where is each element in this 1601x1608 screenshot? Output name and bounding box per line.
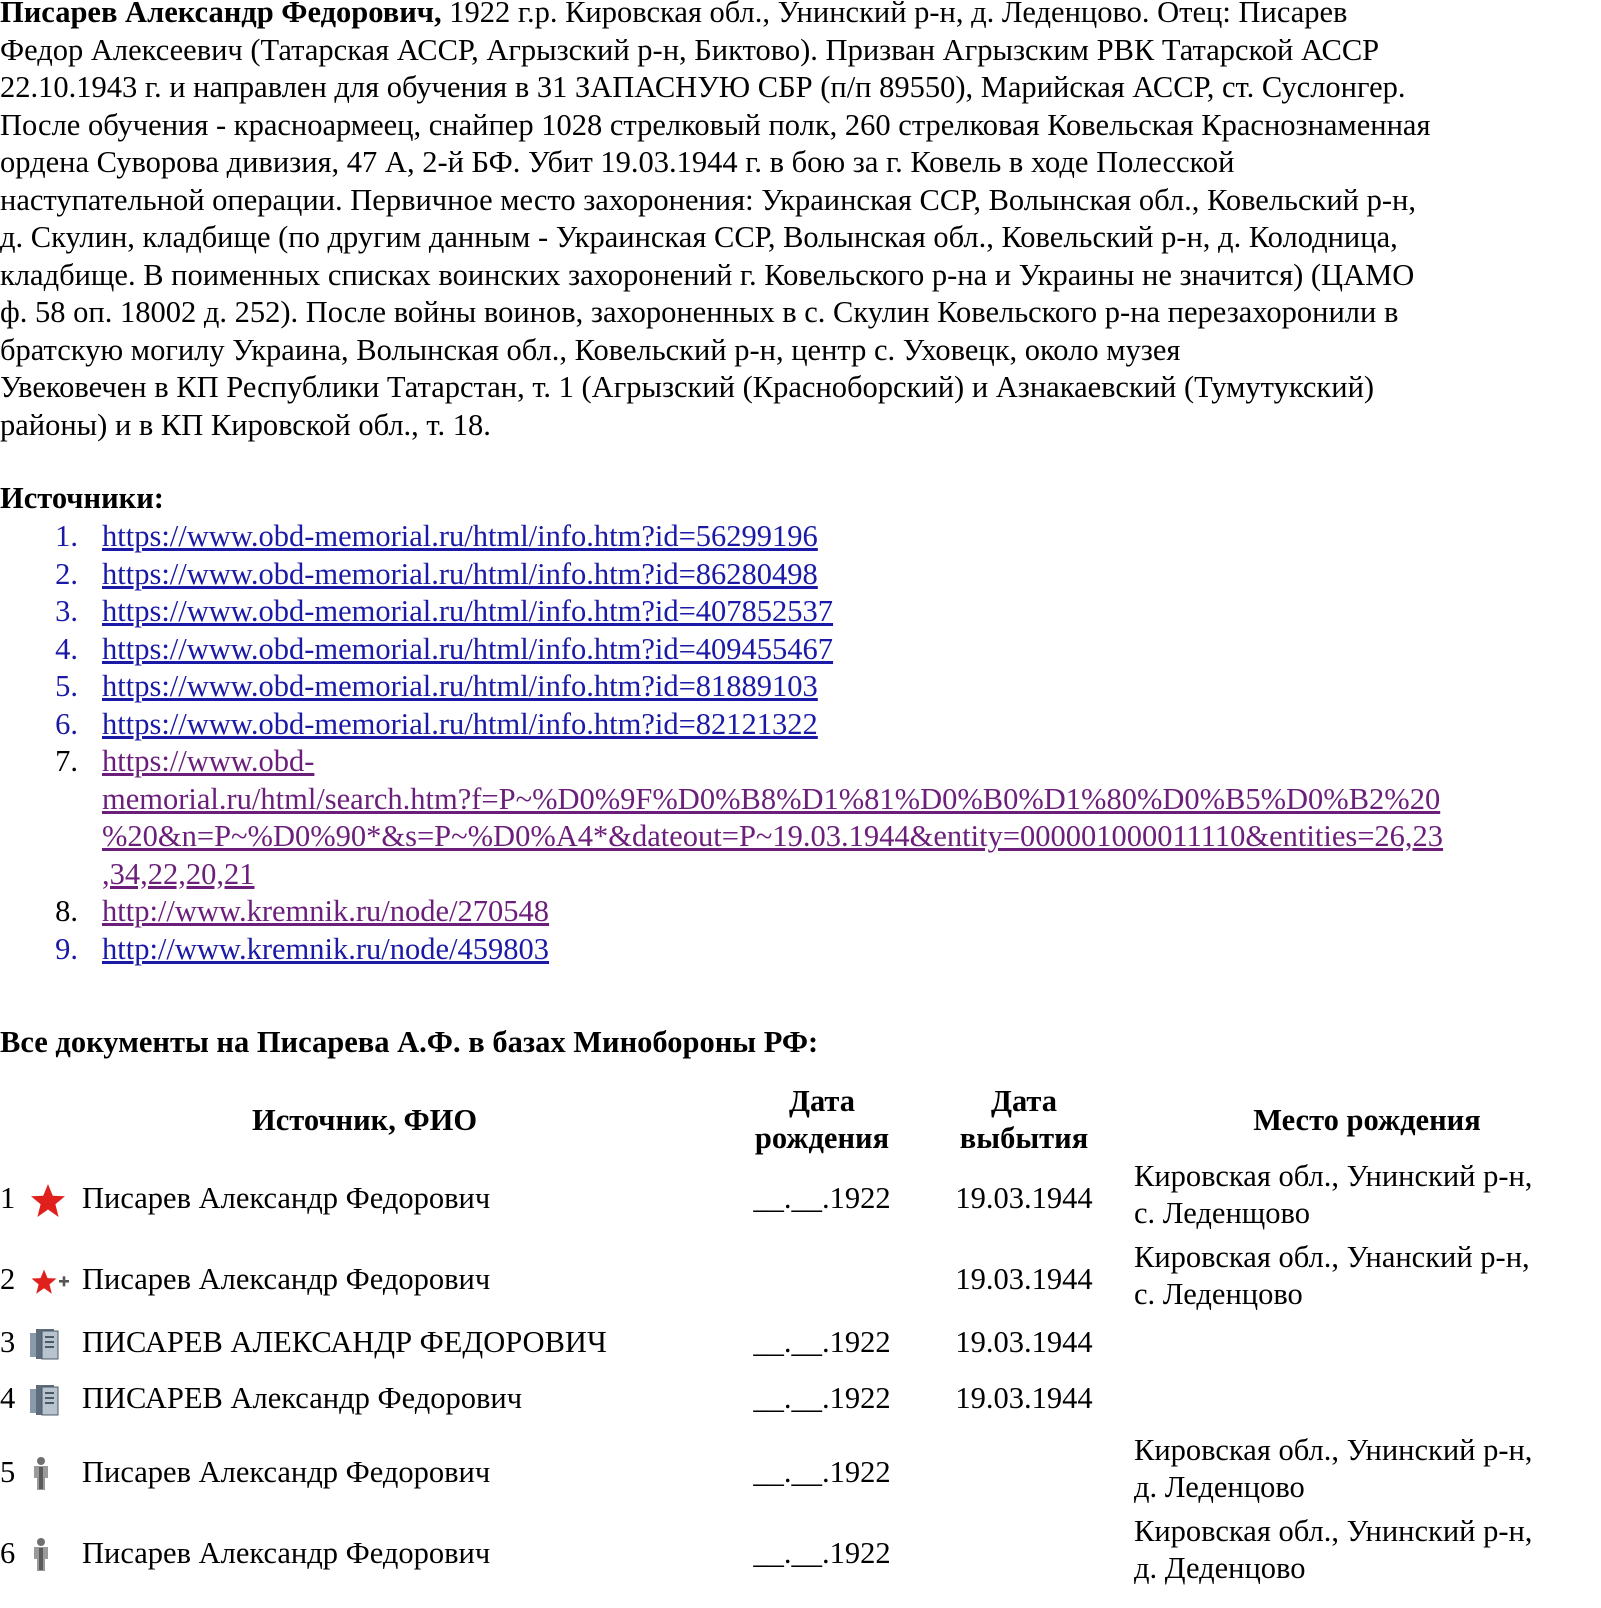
documents-table-body [0, 1158, 1600, 1594]
row-index: 5 [0, 1455, 16, 1489]
death-date-header-line: Дата [990, 1084, 1058, 1118]
row-icon-cell [22, 1320, 82, 1376]
person-icon [28, 1456, 54, 1501]
bio-line: братскую могилу Украина, Волынская обл., Ковельский р-н, центр с. Уховецк, около музея [0, 332, 1181, 367]
source-list-item [0, 518, 1443, 556]
birth-date-cell: __.__.1922 [753, 1181, 891, 1215]
bio-line: кладбище. В поименных списках воинских захоронений г. Ковельского р-на и Украины не значится) (ЦАМО [0, 257, 1415, 292]
row-icon-cell [22, 1158, 82, 1239]
death-date-header-line: выбытия [959, 1121, 1089, 1155]
source-link-text: http://www.kremnik.ru/node/270548 [102, 894, 550, 928]
person-name-cell: ПИСАРЕВ Александр Федорович [82, 1381, 523, 1415]
source-number: 8. [55, 894, 78, 928]
person-name: Писарев Александр Федорович, [0, 0, 442, 29]
bio-line: ордена Суворова дивизия, 47 А, 2-й БФ. Убит 19.03.1944 г. в бою за г. Ковель в ходе Полесской [0, 145, 1235, 179]
death-date-cell: 19.03.1944 [955, 1262, 1093, 1296]
birthplace-cell [1134, 1320, 1600, 1376]
birthplace-cell [1134, 1239, 1600, 1320]
table-row [0, 1239, 1600, 1320]
person-icon [28, 1537, 54, 1582]
row-icon-cell [22, 1376, 82, 1432]
birthplace-cell [1134, 1158, 1600, 1239]
star-icon [28, 1182, 68, 1227]
person-name-cell: Писарев Александр Федорович [82, 1536, 491, 1570]
source-link[interactable] [102, 706, 1443, 744]
source-link[interactable] [102, 556, 1443, 594]
source-list-item [0, 893, 1443, 931]
source-link[interactable] [102, 518, 1443, 556]
table-row [0, 1376, 1600, 1432]
table-header-row [0, 1082, 1600, 1158]
star-plus-icon [28, 1263, 72, 1308]
card-file-icon [28, 1382, 62, 1427]
source-list-item [0, 668, 1443, 706]
person-name-cell: Писарев Александр Федорович [82, 1455, 491, 1489]
bio-line: ф. 58 оп. 18002 д. 252). После войны воинов, захороненных в с. Скулин Ковельского р-на перезахоронили в [0, 295, 1399, 329]
source-list-item [0, 556, 1443, 594]
source-list-item [0, 706, 1443, 744]
source-link[interactable] [102, 893, 1443, 931]
bio-line: Увековечен в КП Республики Татарстан, т. 1 (Агрызский (Красноборский) и Азнакаевский (Тумутукский) [0, 370, 1375, 404]
person-name-cell: Писарев Александр Федорович [82, 1262, 491, 1296]
table-row [0, 1513, 1600, 1594]
row-icon-cell [22, 1432, 82, 1513]
icon-header [22, 1082, 82, 1158]
bio-line: 22.10.1943 г. и направлен для обучения в 31 ЗАПАСНУЮ СБР (п/п 89550), Марийская АССР, ст. Суслонгер. [0, 70, 1406, 104]
source-list-item [0, 743, 1443, 893]
birthplace-cell [1134, 1513, 1600, 1594]
table-row [0, 1158, 1600, 1239]
biography [0, 0, 1600, 444]
source-number: 6. [55, 706, 78, 741]
source-link-text: https://www.obd-memorial.ru/html/info.htm?id=409455467 [102, 631, 834, 666]
person-name-cell: Писарев Александр Федорович [82, 1181, 491, 1215]
source-link[interactable] [102, 931, 1443, 969]
source-list-item [0, 631, 1443, 669]
birthplace-line: Кировская обл., Унинский р-н, [1134, 1433, 1533, 1467]
birth-date-header-line: рождения [754, 1121, 890, 1155]
source-number: 1. [55, 519, 78, 553]
row-icon-cell [22, 1239, 82, 1320]
source-list-item [0, 931, 1443, 969]
birth-date-header-line: Дата [788, 1084, 856, 1118]
bio-line: наступательной операции. Первичное место захоронения: Украинская ССР, Волынская обл., Ковельский р-н, [0, 182, 1416, 217]
bio-line-1 [0, 0, 1600, 32]
source-link-text: https://www.obd-memorial.ru/html/info.htm?id=407852537 [102, 594, 834, 628]
row-index: 2 [0, 1262, 16, 1296]
source-number: 5. [55, 669, 78, 703]
birth-date-cell [730, 1239, 914, 1320]
birthplace-line: д. Леденцово [1134, 1470, 1305, 1504]
source-number: 9. [55, 931, 78, 966]
source-link[interactable] [102, 743, 1443, 893]
documents-heading: Все документы на Писарева А.Ф. в базах Минобороны РФ: [0, 1025, 819, 1059]
row-icon-cell [22, 1513, 82, 1594]
death-date-cell: 19.03.1944 [955, 1381, 1093, 1415]
source-number: 3. [55, 594, 78, 628]
source-link-text: http://www.kremnik.ru/node/459803 [102, 931, 550, 966]
card-file-icon [28, 1326, 62, 1371]
birthplace-cell [1134, 1432, 1600, 1513]
birth-date-cell: __.__.1922 [753, 1325, 891, 1359]
birthplace-line: Кировская обл., Унинский р-н, [1134, 1514, 1533, 1548]
death-date-header [914, 1082, 1134, 1158]
source-link-text: https://www.obd-memorial.ru/html/info.htm?id=56299196 [102, 519, 818, 553]
row-index: 4 [0, 1381, 16, 1415]
birth-date-header [730, 1082, 914, 1158]
death-date-cell: 19.03.1944 [955, 1181, 1093, 1215]
row-index: 3 [0, 1325, 16, 1359]
bio-line: районы) и в КП Кировской обл., т. 18. [0, 407, 491, 442]
birthplace-header: Место рождения [1253, 1102, 1481, 1137]
birthplace-line: д. Деденцово [1134, 1551, 1306, 1585]
source-link[interactable] [102, 593, 1443, 631]
person-name-cell: ПИСАРЕВ АЛЕКСАНДР ФЕДОРОВИЧ [82, 1325, 607, 1359]
birth-date-cell: __.__.1922 [753, 1455, 891, 1489]
index-header [0, 1082, 22, 1158]
birth-date-cell: __.__.1922 [753, 1536, 891, 1570]
birthplace-line: с. Леденщово [1134, 1196, 1310, 1230]
bio-text: 1922 г.р. Кировская обл., Унинский р-н, д. Леденцово. Отец: Писарев [441, 0, 1348, 29]
birth-date-cell: __.__.1922 [753, 1381, 891, 1415]
source-number: 7. [55, 744, 78, 778]
table-row [0, 1432, 1600, 1513]
bio-line: Федор Алексеевич (Татарская АССР, Агрызский р-н, Биктово). Призван Агрызским РВК Татарской АССР [0, 32, 1380, 67]
source-number: 2. [55, 556, 78, 591]
death-date-cell [914, 1513, 1134, 1594]
source-link-text: %20&n=P~%D0%90*&s=P~%D0%A4*&dateout=P~19.03.1944&entity=000001000011110&entities=26,23 [102, 819, 1444, 853]
source-link-text: memorial.ru/html/search.htm?f=P~%D0%9F%D0%B8%D1%81%D0%B0%D1%80%D0%B5%D0%B2%20 [102, 781, 1441, 816]
source-link-text: https://www.obd-memorial.ru/html/info.htm?id=81889103 [102, 669, 818, 703]
documents-table [0, 1082, 1600, 1594]
source-link-text: https://www.obd- [102, 744, 315, 778]
source-list-item [0, 593, 1443, 631]
source-link-text: ,34,22,20,21 [102, 856, 255, 891]
bio-line: д. Скулин, кладбище (по другим данным - Украинская ССР, Волынская обл., Ковельский р-н, д. Колодница, [0, 220, 1398, 254]
source-link[interactable] [102, 631, 1443, 669]
source-name-header: Источник, ФИО [252, 1102, 478, 1137]
birthplace-line: с. Леденцово [1134, 1277, 1303, 1311]
source-link[interactable] [102, 668, 1443, 706]
source-link-text: https://www.obd-memorial.ru/html/info.htm?id=82121322 [102, 706, 818, 741]
source-link-text: https://www.obd-memorial.ru/html/info.htm?id=86280498 [102, 556, 818, 591]
table-row [0, 1320, 1600, 1376]
birthplace-line: Кировская обл., Унинский р-н, [1134, 1159, 1533, 1193]
source-number: 4. [55, 631, 78, 666]
birthplace-cell [1134, 1376, 1600, 1432]
sources-heading: Источники: [0, 481, 164, 515]
row-index: 1 [0, 1181, 16, 1215]
birthplace-line: Кировская обл., Унанский р-н, [1134, 1240, 1530, 1274]
row-index: 6 [0, 1536, 16, 1570]
death-date-cell [914, 1432, 1134, 1513]
sources-list [0, 518, 1443, 968]
death-date-cell: 19.03.1944 [955, 1325, 1093, 1359]
bio-line: После обучения - красноармеец, снайпер 1028 стрелковый полк, 260 стрелковая Ковельская Краснознаменная [0, 107, 1431, 142]
